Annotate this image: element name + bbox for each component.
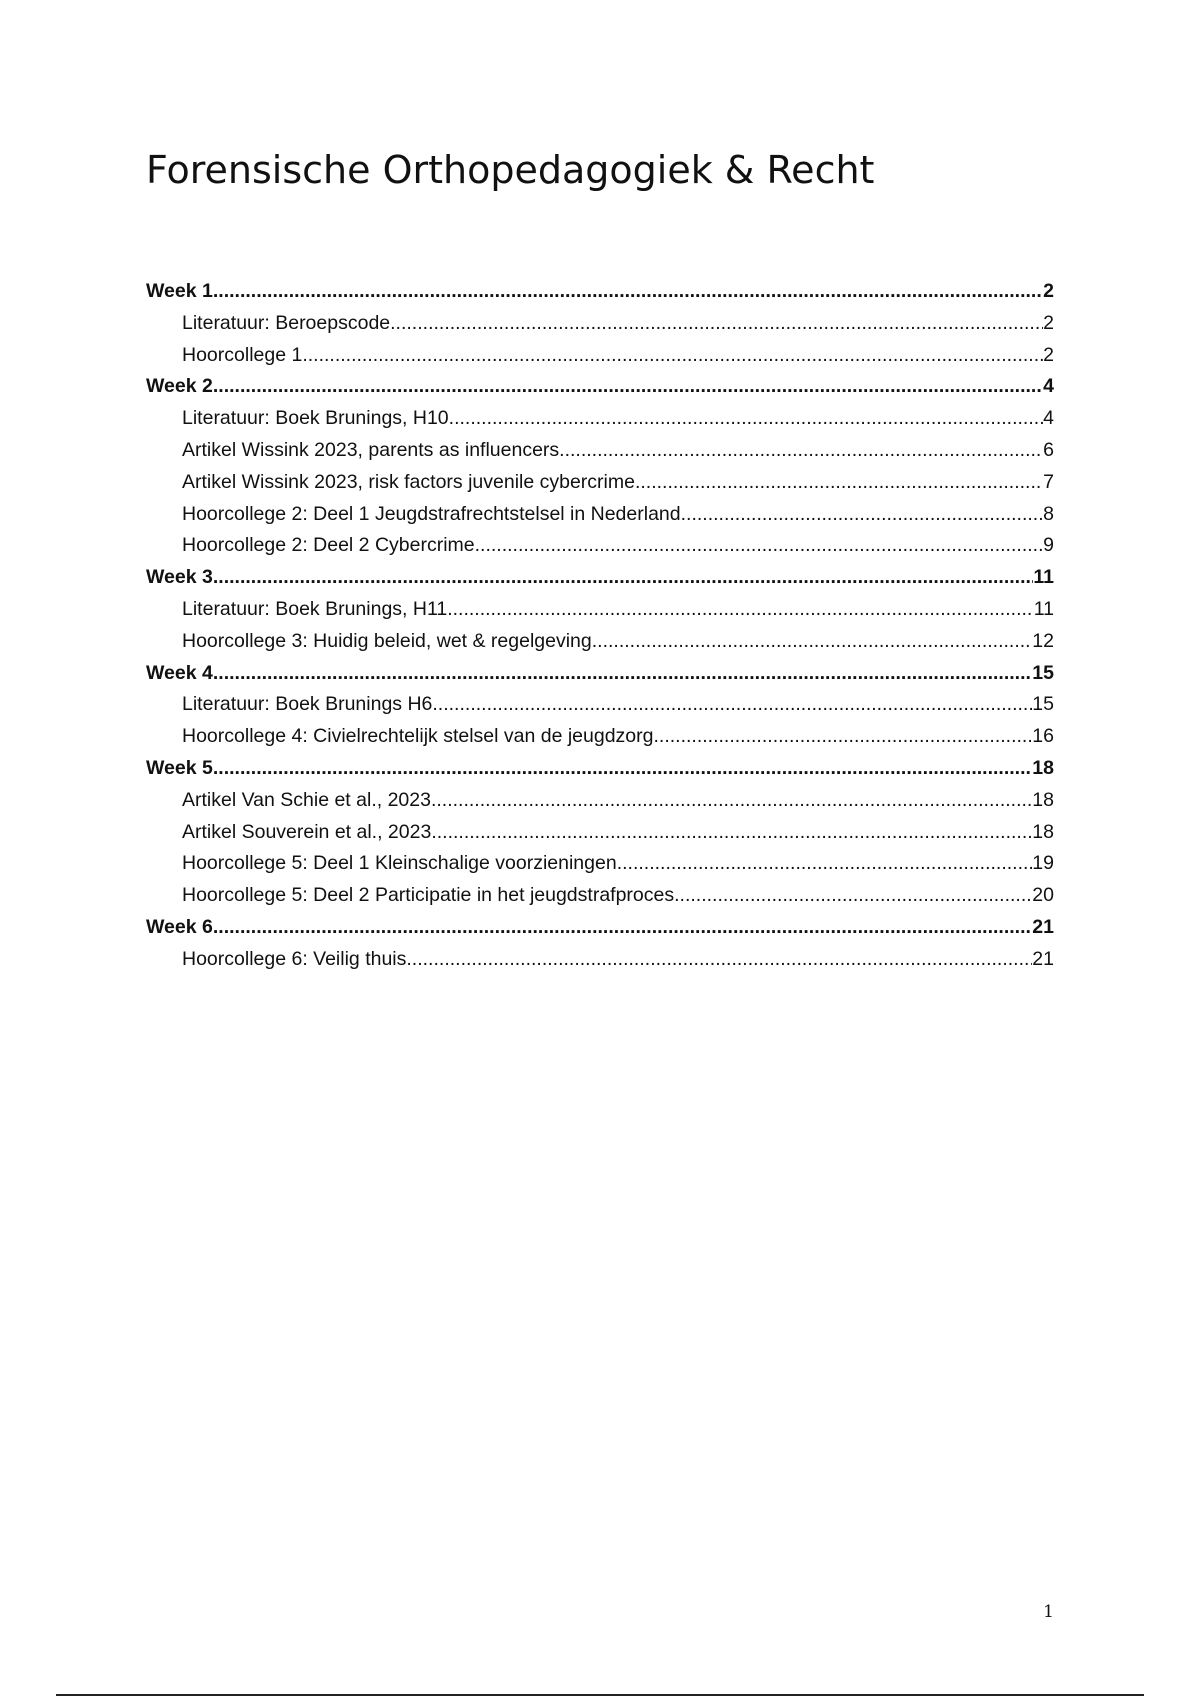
toc-page-number: 20 bbox=[1032, 884, 1054, 907]
toc-dot-leader bbox=[654, 721, 1033, 753]
toc-week-heading[interactable] bbox=[146, 371, 1054, 403]
toc-dot-leader bbox=[592, 626, 1033, 658]
toc-dot-leader bbox=[213, 562, 1034, 594]
toc-page-number: 18 bbox=[1032, 756, 1054, 779]
toc-entry[interactable] bbox=[146, 880, 1054, 912]
toc-page-number: 11 bbox=[1033, 597, 1054, 620]
toc-page-number: 15 bbox=[1032, 693, 1054, 716]
toc-entry-label: Literatuur: Beroepscode bbox=[182, 311, 391, 334]
toc-dot-leader bbox=[431, 785, 1032, 817]
toc-dot-leader bbox=[431, 817, 1032, 849]
toc-dot-leader bbox=[449, 403, 1043, 435]
toc-entry-label: Hoorcollege 5: Deel 2 Participatie in het jeugdstrafproces bbox=[182, 884, 675, 907]
table-of-contents bbox=[146, 276, 1054, 976]
toc-entry[interactable] bbox=[146, 848, 1054, 880]
toc-entry-label: Literatuur: Boek Brunings H6 bbox=[182, 693, 433, 716]
toc-page-number: 8 bbox=[1043, 502, 1054, 525]
page-number: 1 bbox=[1043, 1602, 1054, 1622]
toc-dot-leader bbox=[674, 880, 1032, 912]
toc-dot-leader bbox=[447, 594, 1034, 626]
toc-entry-label: Literatuur: Boek Brunings, H10 bbox=[182, 407, 449, 430]
toc-page-number: 9 bbox=[1043, 534, 1054, 557]
toc-entry[interactable] bbox=[146, 721, 1054, 753]
toc-entry-label: Artikel Souverein et al., 2023 bbox=[182, 820, 432, 843]
toc-entry[interactable] bbox=[146, 499, 1054, 531]
toc-entry-label: Week 5 bbox=[146, 756, 213, 779]
toc-entry[interactable] bbox=[146, 626, 1054, 658]
toc-dot-leader bbox=[475, 530, 1044, 562]
toc-dot-leader bbox=[213, 276, 1043, 308]
toc-entry[interactable] bbox=[146, 785, 1054, 817]
toc-dot-leader bbox=[213, 658, 1032, 690]
toc-page-number: 21 bbox=[1032, 915, 1054, 938]
toc-entry-label: Hoorcollege 1 bbox=[182, 343, 303, 366]
toc-entry-label: Hoorcollege 6: Veilig thuis bbox=[182, 947, 407, 970]
toc-page-number: 4 bbox=[1043, 375, 1054, 398]
toc-entry-label: Week 3 bbox=[146, 566, 213, 589]
toc-dot-leader bbox=[617, 848, 1033, 880]
toc-entry[interactable] bbox=[146, 817, 1054, 849]
toc-dot-leader bbox=[559, 435, 1043, 467]
toc-entry-label: Hoorcollege 2: Deel 1 Jeugdstrafrechtstelsel in Nederland bbox=[182, 502, 681, 525]
toc-entry-label: Week 2 bbox=[146, 375, 213, 398]
toc-page-number: 11 bbox=[1033, 566, 1054, 589]
toc-entry-label: Hoorcollege 5: Deel 1 Kleinschalige voorzieningen bbox=[182, 852, 617, 875]
toc-entry[interactable] bbox=[146, 403, 1054, 435]
toc-page-number: 7 bbox=[1043, 470, 1054, 493]
toc-dot-leader bbox=[635, 467, 1043, 499]
toc-page-number: 16 bbox=[1032, 725, 1054, 748]
toc-entry[interactable] bbox=[146, 435, 1054, 467]
toc-week-heading[interactable] bbox=[146, 658, 1054, 690]
toc-entry[interactable] bbox=[146, 594, 1054, 626]
toc-entry-label: Week 1 bbox=[146, 280, 213, 302]
toc-week-heading[interactable] bbox=[146, 276, 1054, 308]
toc-page-number: 2 bbox=[1043, 280, 1054, 302]
toc-entry-label: Hoorcollege 3: Huidig beleid, wet & regelgeving bbox=[182, 629, 592, 652]
toc-dot-leader bbox=[213, 371, 1043, 403]
toc-dot-leader bbox=[213, 912, 1032, 944]
toc-entry[interactable] bbox=[146, 308, 1054, 340]
document-title: Forensische Orthopedagogiek & Recht bbox=[146, 148, 875, 192]
toc-week-heading[interactable] bbox=[146, 753, 1054, 785]
toc-dot-leader bbox=[302, 340, 1043, 372]
toc-week-heading[interactable] bbox=[146, 912, 1054, 944]
page-bottom-rule bbox=[56, 1694, 1144, 1696]
toc-entry-label: Artikel Van Schie et al., 2023 bbox=[182, 788, 431, 811]
toc-entry-label: Hoorcollege 2: Deel 2 Cybercrime bbox=[182, 534, 475, 557]
toc-page-number: 4 bbox=[1043, 407, 1054, 430]
toc-page-number: 2 bbox=[1043, 343, 1054, 366]
toc-page-number: 6 bbox=[1043, 438, 1054, 461]
toc-entry[interactable] bbox=[146, 467, 1054, 499]
toc-entry[interactable] bbox=[146, 689, 1054, 721]
toc-entry-label: Week 4 bbox=[146, 661, 213, 684]
toc-entry[interactable] bbox=[146, 530, 1054, 562]
toc-entry-label: Hoorcollege 4: Civielrechtelijk stelsel van de jeugdzorg bbox=[182, 725, 654, 748]
toc-entry-label: Literatuur: Boek Brunings, H11 bbox=[182, 597, 448, 620]
toc-entry[interactable] bbox=[146, 944, 1054, 976]
toc-dot-leader bbox=[406, 944, 1032, 976]
toc-page-number: 2 bbox=[1043, 311, 1054, 334]
toc-entry[interactable] bbox=[146, 340, 1054, 372]
toc-dot-leader bbox=[432, 689, 1032, 721]
toc-page-number: 18 bbox=[1032, 820, 1054, 843]
toc-entry-label: Artikel Wissink 2023, parents as influencers bbox=[182, 438, 560, 461]
toc-dot-leader bbox=[681, 499, 1044, 531]
toc-dot-leader bbox=[213, 753, 1032, 785]
toc-page-number: 12 bbox=[1032, 629, 1054, 652]
toc-page-number: 18 bbox=[1032, 788, 1054, 811]
toc-page-number: 21 bbox=[1032, 947, 1054, 970]
toc-page-number: 19 bbox=[1032, 852, 1054, 875]
toc-dot-leader bbox=[390, 308, 1043, 340]
toc-week-heading[interactable] bbox=[146, 562, 1054, 594]
toc-page-number: 15 bbox=[1032, 661, 1054, 684]
toc-entry-label: Artikel Wissink 2023, risk factors juvenile cybercrime bbox=[182, 470, 635, 493]
toc-entry-label: Week 6 bbox=[146, 915, 213, 938]
